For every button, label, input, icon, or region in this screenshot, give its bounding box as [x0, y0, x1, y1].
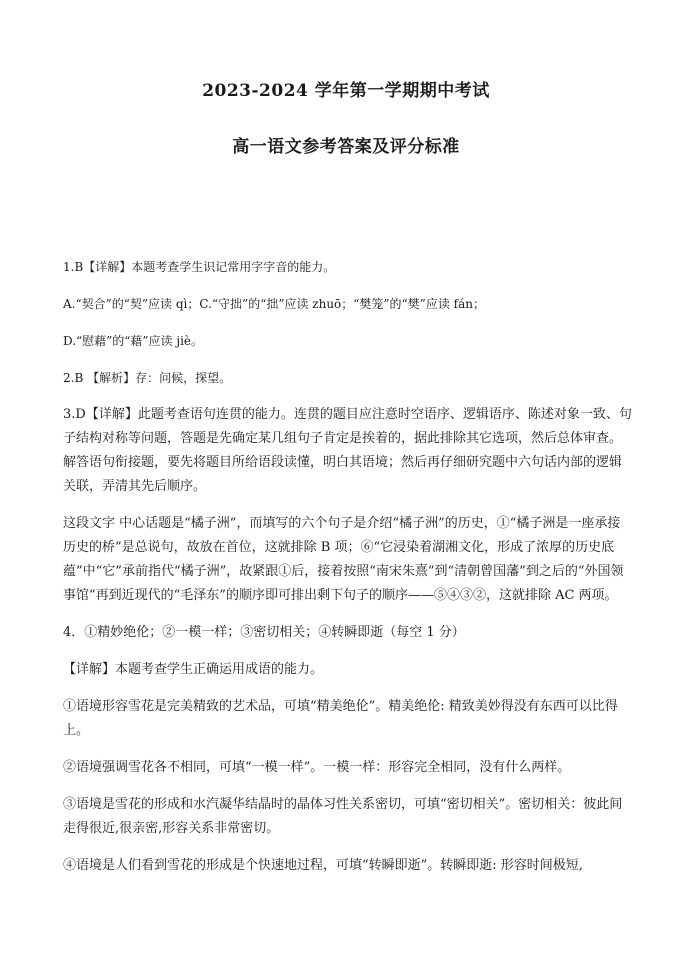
answer-q1-detail-a-c: A.“契合”的“契”应读 qì；C.“守拙”的“拙”应读 zhuō；“樊笼”的“樊”应读 fán；: [63, 297, 485, 311]
answer-q4-item-3: ③语境是雪花的形成和水汽凝华结晶时的晶体习性关系密切，可填“密切相关”。密切相关：彼此间走得很近,很亲密,形容关系非常密切。: [63, 797, 623, 836]
answer-q4-intro: 【详解】本题考查学生正确运用成语的能力。: [63, 662, 324, 677]
answer-q1-detail-d: D.“慰藉”的“藉”应读 jiè。: [63, 334, 204, 348]
answer-q4-item-2: ②语境强调雪花各不相同，可填“一模一样”。一模一样：形容完全相同，没有什么两样。: [63, 760, 571, 775]
answer-q1-intro: 1.B【详解】本题考查学生识记常用字字音的能力。: [63, 260, 336, 274]
answer-q2: 2.B 【解析】存：问候，探望。: [63, 371, 232, 385]
answer-q4-item-4: ④语境是人们看到雪花的形成是个快速地过程，可填“转瞬即逝”。转瞬即逝: 形容时间极短,: [63, 858, 583, 873]
answer-q3-analysis: 这段文字 中心话题是“橘子洲”，而填写的六个句子是介绍“橘子洲”的历史，①“橘子洲是一座承接历史的桥”是总说句，故放在首位，这就排除 B 项；⑥“它浸染着湖湘文化，形成了浓厚的历史底蕴”中“它”承前指代“橘子洲”，故紧跟①后，接着按照“南宋朱熹”到“清朝曾国藩”到之后的“外国领事馆”再到近现代的“毛泽东”的顺序即可排出剩下句子的顺序——⑤④③②，这就排除 AC 两项。: [63, 516, 624, 603]
answer-q4-item-1: ①语境形容雪花是完美精致的艺术品，可填“精美绝伦”。精美绝伦: 精致美妙得没有东西可以比得上。: [63, 699, 618, 738]
answer-q4: 4．①精妙绝伦；②一模一样；③密切相关；④转瞬即逝（每空 1 分）: [63, 625, 465, 640]
answer-content: [63, 255, 633, 891]
answer-q3-explanation: 3.D【详解】此题考查语句连贯的能力。连贯的题目应注意时空语序、逻辑语序、陈述对象一致、句子结构对称等问题，答题是先确定某几组句子肯定是挨着的，据此排除其它选项，然后总体审查。解答语句衔接题，要先将题目所给语段读懂，明白其语境；然后再仔细研究题中六句话内部的逻辑关联，弄清其先后顺序。: [63, 407, 632, 494]
page-title: 2023-2024 学年第一学期期中考试: [202, 81, 490, 101]
page-subtitle: 高一语文参考答案及评分标准: [232, 137, 460, 157]
